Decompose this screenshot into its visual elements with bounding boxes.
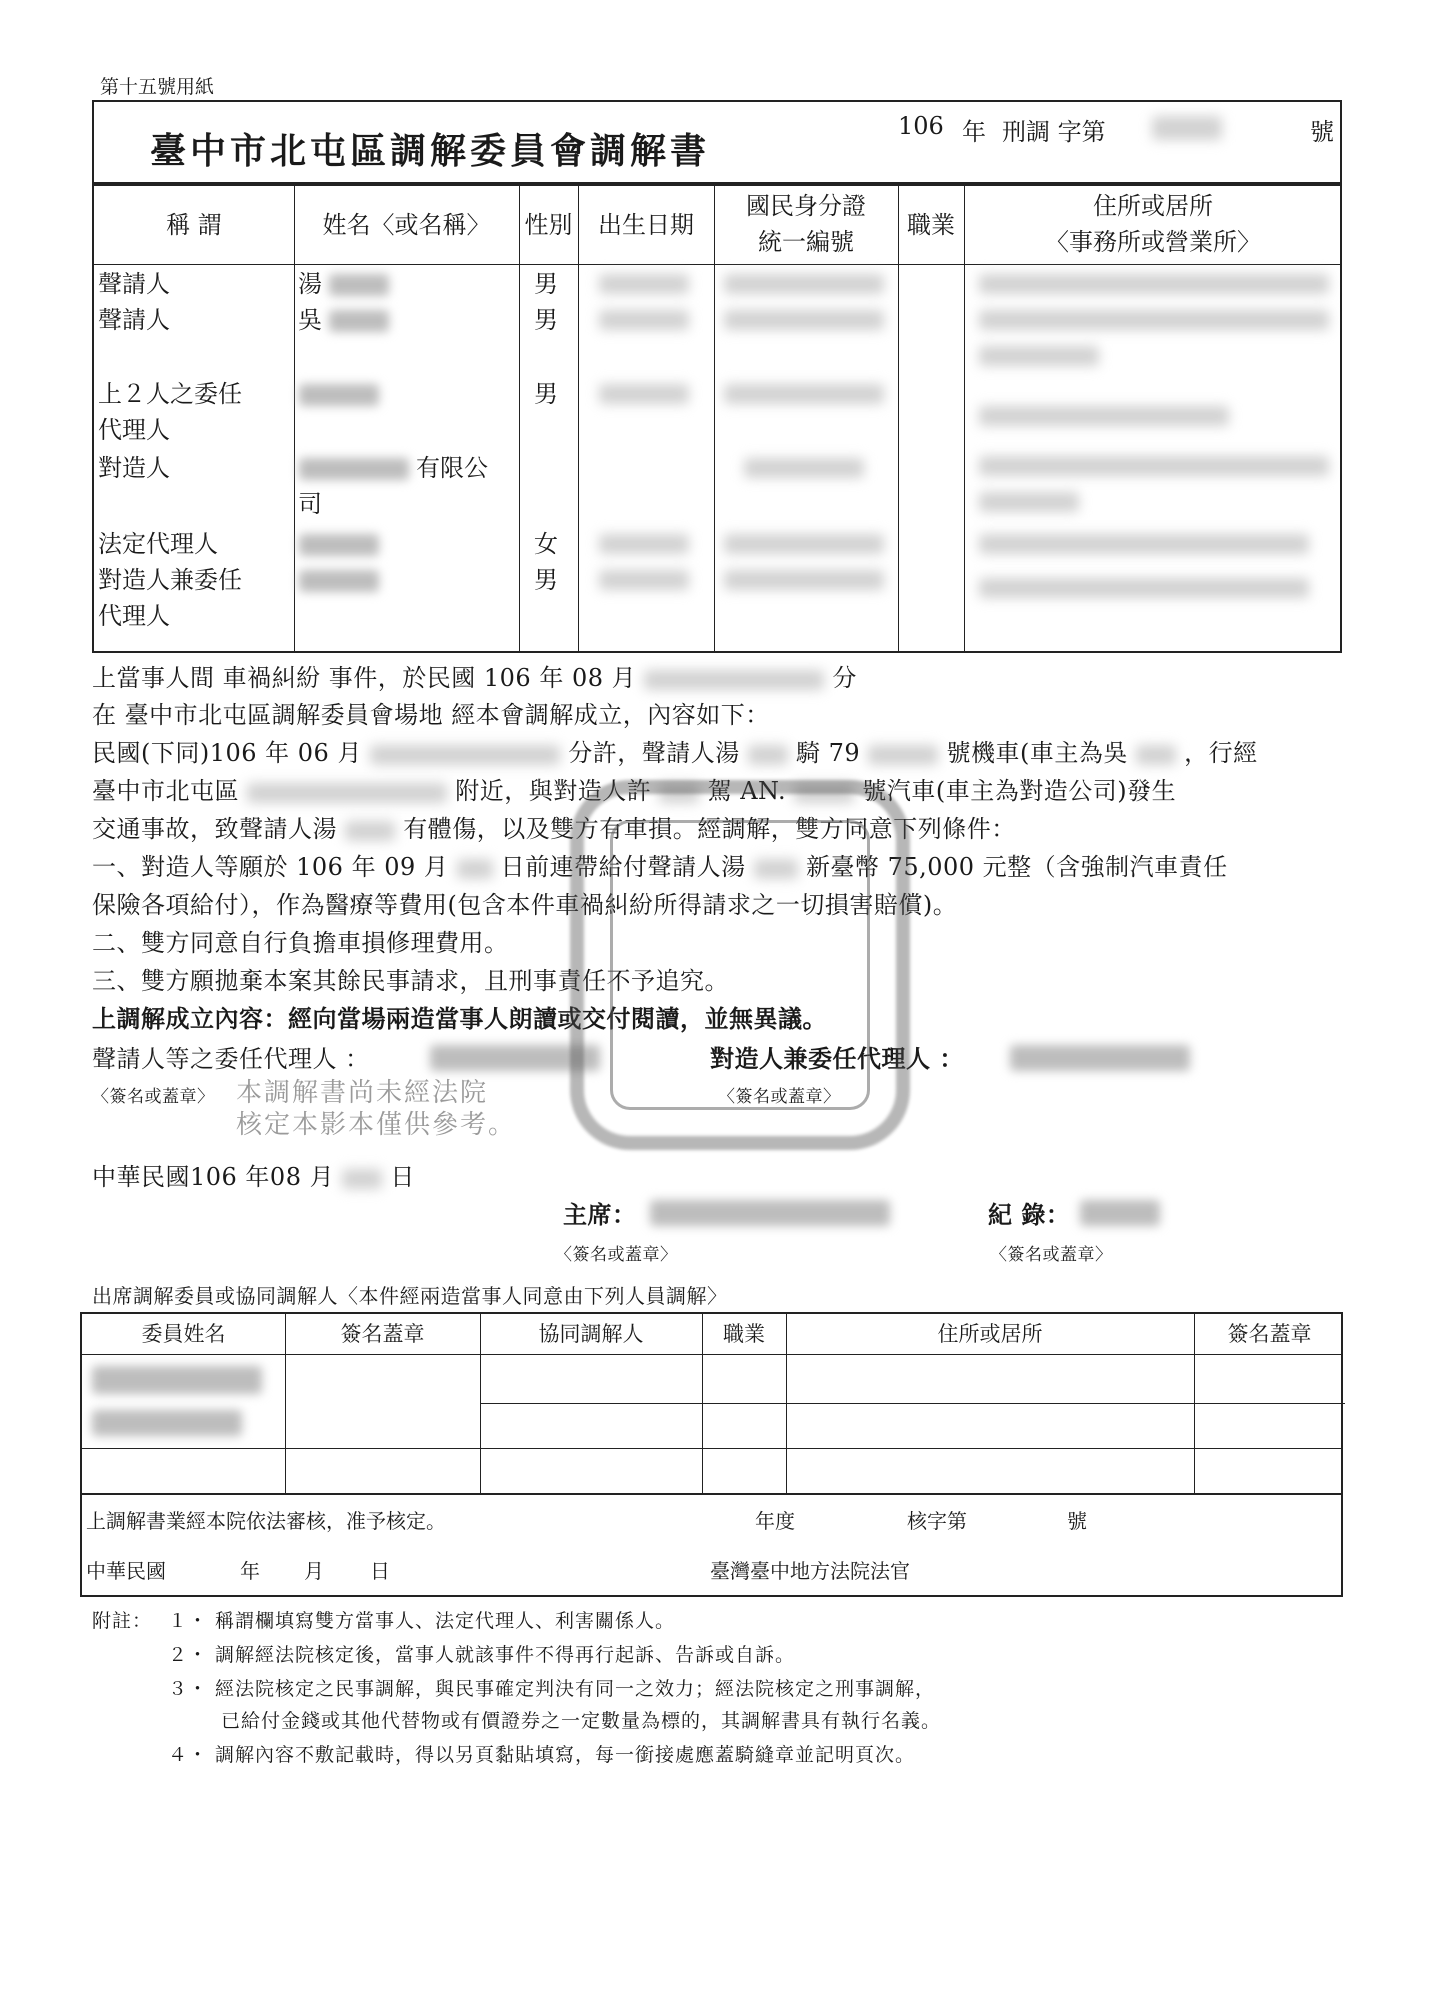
attendees-table xyxy=(80,1312,1343,1495)
role-opponent-agent-1: 對造人兼委任 xyxy=(98,566,242,594)
case-year-suffix: 年 xyxy=(962,118,986,146)
note-1: １・ 稱謂欄填寫雙方當事人、法定代理人、利害關係人。 xyxy=(168,1610,676,1632)
header-birth: 出生日期 xyxy=(598,211,694,239)
body-line-8: 二、雙方同意自行負擔車損修理費用。 xyxy=(92,929,509,957)
notes-label: 附註： xyxy=(92,1610,153,1632)
redacted xyxy=(599,274,689,294)
sign-note-chair: 〈簽名或蓋章〉 xyxy=(555,1245,678,1265)
redacted xyxy=(299,534,379,556)
court-hao: 號 xyxy=(1067,1509,1087,1533)
redacted xyxy=(299,570,379,592)
parties-table xyxy=(92,184,1342,653)
recorder-label: 紀 錄： xyxy=(988,1200,1071,1229)
redacted xyxy=(724,534,884,554)
court-he-zi: 核字第 xyxy=(907,1509,967,1533)
name-applicant-1: 湯 xyxy=(298,270,322,298)
court-zhonghua: 中華民國 xyxy=(86,1559,166,1583)
role-applicant-2: 聲請人 xyxy=(98,306,170,334)
note-3b: 已給付金錢或其他代替物或有價證券之一定數量為標的，其調解書具有執行名義。 xyxy=(221,1710,942,1732)
redacted xyxy=(329,274,389,296)
role-agent-1: 上２人之委任 xyxy=(98,380,242,408)
header-address-2: 〈事務所或營業所〉 xyxy=(1045,228,1261,256)
redacted xyxy=(979,578,1309,598)
redacted xyxy=(299,384,379,406)
opponent-agent-label: 對造人兼委任代理人 ： xyxy=(710,1044,964,1073)
header-role: 稱 謂 xyxy=(166,211,222,239)
header-name: 姓名〈或名稱〉 xyxy=(322,211,491,239)
name-applicant-2: 吳 xyxy=(298,306,322,334)
sign-note-opponent: 〈簽名或蓋章〉 xyxy=(718,1087,841,1107)
att-header-sign-2: 簽名蓋章 xyxy=(1227,1322,1312,1346)
redacted xyxy=(979,492,1079,512)
redacted xyxy=(979,346,1099,366)
body-line-7: 保險各項給付），作為醫療等費用(包含本件車禍糾紛所得請求之一切損害賠償)。 xyxy=(92,891,958,919)
header-id-1: 國民身分證 xyxy=(746,192,866,220)
redacted xyxy=(724,274,884,294)
case-number-suffix: 號 xyxy=(1310,118,1334,146)
redacted xyxy=(979,274,1329,294)
body-line-5: 交通事故，致聲請人湯 有體傷，以及雙方有車損。經調解，雙方同意下列條件： xyxy=(92,815,1016,843)
sex-agent: 男 xyxy=(534,380,558,408)
court-nian: 年 xyxy=(240,1559,260,1583)
redacted xyxy=(979,310,1329,330)
redacted xyxy=(979,406,1229,426)
court-judge: 臺灣臺中地方法院法官 xyxy=(710,1559,910,1583)
redacted xyxy=(724,570,884,590)
body-line-10: 上調解成立內容：經向當場兩造當事人朗讀或交付閱讀，並無異議。 xyxy=(92,1004,827,1033)
att-header-job: 職業 xyxy=(723,1322,765,1346)
watermark-note: 本調解書尚未經法院 核定本影本僅供參考。 xyxy=(236,1078,517,1140)
case-word: 刑調 字第 xyxy=(1002,118,1106,146)
redacted-chair-signature xyxy=(650,1200,890,1226)
role-opponent: 對造人 xyxy=(98,454,170,482)
redacted xyxy=(724,384,884,404)
redacted-case-number xyxy=(1152,116,1222,140)
att-header-sign-1: 簽名蓋章 xyxy=(340,1322,425,1346)
case-year: 106 xyxy=(898,112,944,140)
header-sex: 性別 xyxy=(524,211,573,239)
body-line-6: 一、對造人等願於 106 年 09 月 日前連帶給付聲請人湯 新臺幣 75,000 元整（含強制汽車責任 xyxy=(92,853,1228,881)
redacted xyxy=(599,534,689,554)
note-4: ４・ 調解內容不敷記載時，得以另頁黏貼填寫，每一銜接處應蓋騎縫章並記明頁次。 xyxy=(168,1744,916,1766)
document-title: 臺中市北屯區調解委員會調解書 xyxy=(150,130,711,172)
body-line-9: 三、雙方願拋棄本案其餘民事請求，且刑事責任不予追究。 xyxy=(92,967,729,995)
header-job: 職業 xyxy=(907,211,955,239)
name-company-1: 有限公 xyxy=(416,454,488,482)
seal-stamp-inner xyxy=(610,820,870,1110)
court-ri: 日 xyxy=(370,1559,390,1583)
note-3a: ３・ 經法院核定之民事調解，與民事確定判決有同一之效力；經法院核定之刑事調解， xyxy=(168,1678,936,1700)
court-nian-du: 年度 xyxy=(755,1509,795,1533)
header-id-2: 統一編號 xyxy=(758,228,854,256)
role-agent-2: 代理人 xyxy=(98,416,170,444)
court-approve-text: 上調解書業經本院依法審核，准予核定。 xyxy=(86,1509,446,1533)
role-applicant-1: 聲請人 xyxy=(98,270,170,298)
court-yue: 月 xyxy=(304,1559,324,1583)
role-legal-rep: 法定代理人 xyxy=(98,530,218,558)
att-header-co-mediator: 協同調解人 xyxy=(538,1322,644,1346)
redacted xyxy=(724,310,884,330)
body-line-4: 臺中市北屯區 附近，與對造人許 駕 AN. 號汽車(車主為對造公司)發生 xyxy=(92,777,1177,805)
form-number: 第十五號用紙 xyxy=(100,76,215,98)
att-header-address: 住所或居所 xyxy=(937,1322,1043,1346)
sex-legal-rep: 女 xyxy=(534,530,558,558)
role-opponent-agent-2: 代理人 xyxy=(98,602,170,630)
sign-note-recorder: 〈簽名或蓋章〉 xyxy=(990,1245,1113,1265)
note-2: ２・ 調解經法院核定後，當事人就該事件不得再行起訴、告訴或自訴。 xyxy=(168,1644,796,1666)
body-line-3: 民國(下同)106 年 06 月 分許，聲請人湯 騎 79 號機車(車主為吳 ，行經 xyxy=(92,739,1258,767)
redacted xyxy=(299,458,409,480)
sex-applicant-1: 男 xyxy=(534,270,558,298)
chair-label: 主席： xyxy=(563,1200,637,1229)
attendees-caption: 出席調解委員或協同調解人〈本件經兩造當事人同意由下列人員調解〉 xyxy=(92,1284,728,1308)
court-approval-box xyxy=(80,1495,1343,1597)
redacted xyxy=(599,384,689,404)
redacted-recorder-signature xyxy=(1080,1200,1160,1226)
redacted-signature xyxy=(1010,1045,1190,1071)
redacted-member xyxy=(92,1410,242,1436)
document-date: 中華民國106 年08 月 日 xyxy=(92,1163,415,1191)
body-line-1: 上當事人間 車禍糾紛 事件，於民國 106 年 08 月 分 xyxy=(92,664,857,692)
redacted xyxy=(599,570,689,590)
body-line-2: 在 臺中市北屯區調解委員會場地 經本會調解成立，內容如下： xyxy=(92,701,770,729)
att-header-member: 委員姓名 xyxy=(141,1322,226,1346)
redacted xyxy=(744,458,864,478)
redacted xyxy=(599,310,689,330)
redacted xyxy=(979,456,1329,476)
sex-opponent-agent: 男 xyxy=(534,566,558,594)
applicant-agent-label: 聲請人等之委任代理人 ： xyxy=(92,1045,370,1073)
sign-note-applicant: 〈簽名或蓋章〉 xyxy=(92,1087,215,1107)
redacted xyxy=(979,534,1309,554)
redacted xyxy=(329,310,389,332)
header-address-1: 住所或居所 xyxy=(1093,192,1213,220)
name-company-2: 司 xyxy=(298,490,322,518)
sex-applicant-2: 男 xyxy=(534,306,558,334)
redacted-member xyxy=(92,1366,262,1394)
